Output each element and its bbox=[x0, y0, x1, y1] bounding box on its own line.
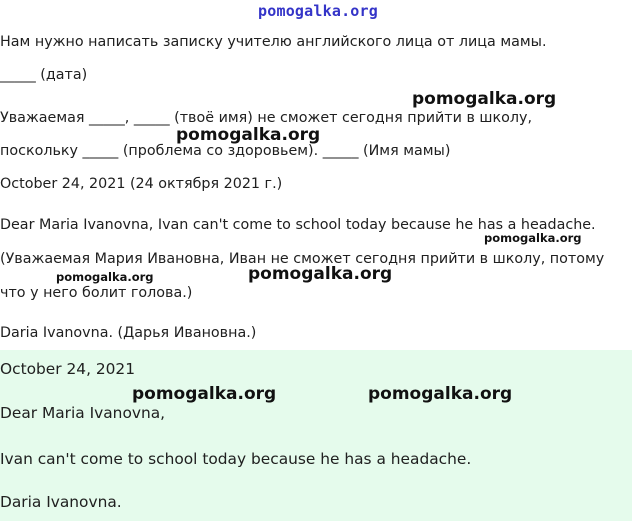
answer-greeting: Dear Maria Ivanovna, bbox=[0, 404, 166, 422]
watermark-5: pomogalka.org bbox=[248, 264, 393, 284]
draft-date: October 24, 2021 (24 октября 2021 г.) bbox=[0, 176, 283, 192]
task-line-2: _____ (дата) bbox=[0, 67, 88, 83]
task-line-3: Уважаемая _____, _____ (твоё имя) не сможет сегодня прийти в школу, bbox=[0, 110, 533, 126]
draft-signature: Daria Ivanovna. (Дарья Ивановна.) bbox=[0, 325, 257, 341]
answer-signature: Daria Ivanovna. bbox=[0, 493, 122, 511]
task-line-1: Нам нужно написать записку учителю английского лица от лица мамы. bbox=[0, 34, 547, 50]
answer-body: Ivan can't come to school today because he has a headache. bbox=[0, 450, 472, 468]
watermark-1: pomogalka.org bbox=[412, 89, 557, 109]
answer-date: October 24, 2021 bbox=[0, 360, 136, 378]
watermark-2: pomogalka.org bbox=[176, 125, 321, 145]
draft-translation-line-1: (Уважаемая Мария Ивановна, Иван не сможет сегодня прийти в школу, потому bbox=[0, 251, 605, 267]
watermark-top: pomogalka.org bbox=[258, 2, 378, 20]
watermark-4: pomogalka.org bbox=[56, 270, 154, 284]
answer-block bbox=[0, 350, 632, 521]
watermark-3: pomogalka.org bbox=[484, 231, 582, 245]
watermark-7: pomogalka.org bbox=[368, 384, 513, 404]
draft-english: Dear Maria Ivanovna, Ivan can't come to school today because he has a headache. bbox=[0, 217, 596, 233]
task-line-4: поскольку _____ (проблема со здоровьем). _____ (Имя мамы) bbox=[0, 143, 451, 159]
watermark-6: pomogalka.org bbox=[132, 384, 277, 404]
draft-translation-line-2: что у него болит голова.) bbox=[0, 285, 193, 301]
